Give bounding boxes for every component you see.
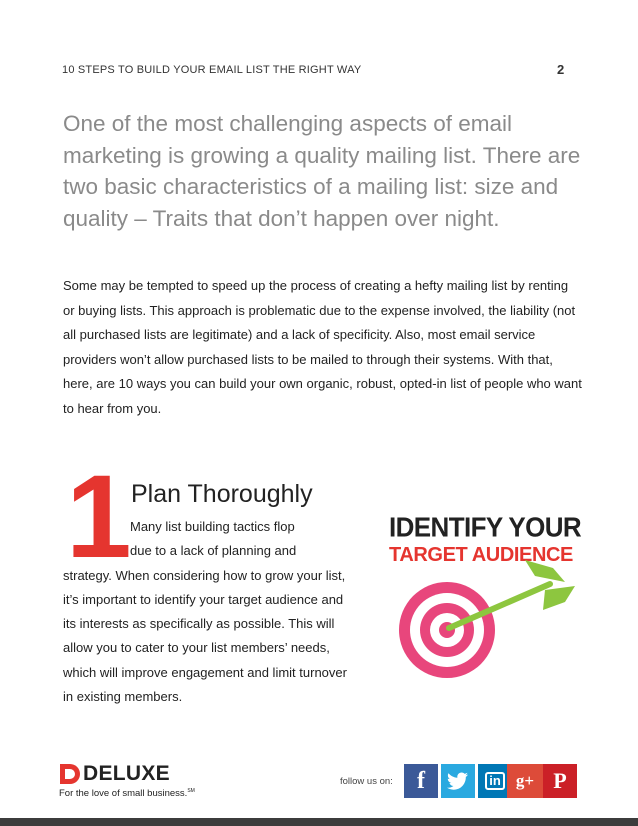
- document-header-title: 10 STEPS TO BUILD YOUR EMAIL LIST THE RIGHT WAY: [62, 64, 362, 76]
- intro-paragraph: One of the most challenging aspects of email marketing is growing a quality mailing list. There are two basic characteristics of a mailing list: size and quality – Traits that don’t happen over night.: [63, 111, 581, 231]
- graphic-heading: IDENTIFY YOUR: [389, 511, 582, 543]
- step-body: [63, 515, 353, 709]
- google-plus-button[interactable]: [507, 764, 543, 798]
- twitter-button[interactable]: [441, 764, 475, 798]
- step-body-rest: strategy. When considering how to grow your list, it’s important to identify your target audience and its interests as specifically as possible. This will allow you to cater to your list members’ needs, which will improve engagement and limit turnover in existing members.: [63, 567, 347, 705]
- brand-tagline: [59, 788, 195, 799]
- pinterest-icon: P: [553, 768, 567, 793]
- step-number: 1: [66, 451, 128, 583]
- step-title: Plan Thoroughly: [131, 480, 313, 508]
- facebook-button[interactable]: [404, 764, 438, 798]
- pinterest-button[interactable]: [543, 764, 577, 798]
- facebook-icon: f: [417, 767, 425, 794]
- linkedin-icon: in: [485, 772, 505, 790]
- twitter-icon: [447, 772, 469, 790]
- step-body-line1: Many list building tactics flop: [130, 519, 295, 534]
- deluxe-logo-icon: [58, 762, 82, 786]
- page-number: 2: [557, 62, 565, 77]
- google-plus-icon: g+: [515, 771, 535, 790]
- graphic-subheading: TARGET AUDIENCE: [389, 544, 574, 566]
- target-with-arrow-icon: [385, 560, 595, 700]
- brand-name: DELUXE: [83, 762, 170, 785]
- footer-bar: [0, 818, 638, 826]
- trademark-mark: SM: [187, 788, 195, 794]
- follow-us-label: follow us on:: [340, 776, 393, 787]
- step-body-line2: due to a lack of planning and: [130, 543, 297, 559]
- body-paragraph: Some may be tempted to speed up the process of creating a hefty mailing list by renting or buying lists. This approach is problematic due to the expense involved, the liability (not all purchased lists are legitimate) and a lack of specificity. Also, most email service providers won’t allow purchased lists to be mailed to through their systems. With that, here, are 10 ways you can build your own organic, robust, opted-in list of people who want to hear from you.: [63, 278, 582, 416]
- tagline-text: For the love of small business.: [59, 788, 188, 800]
